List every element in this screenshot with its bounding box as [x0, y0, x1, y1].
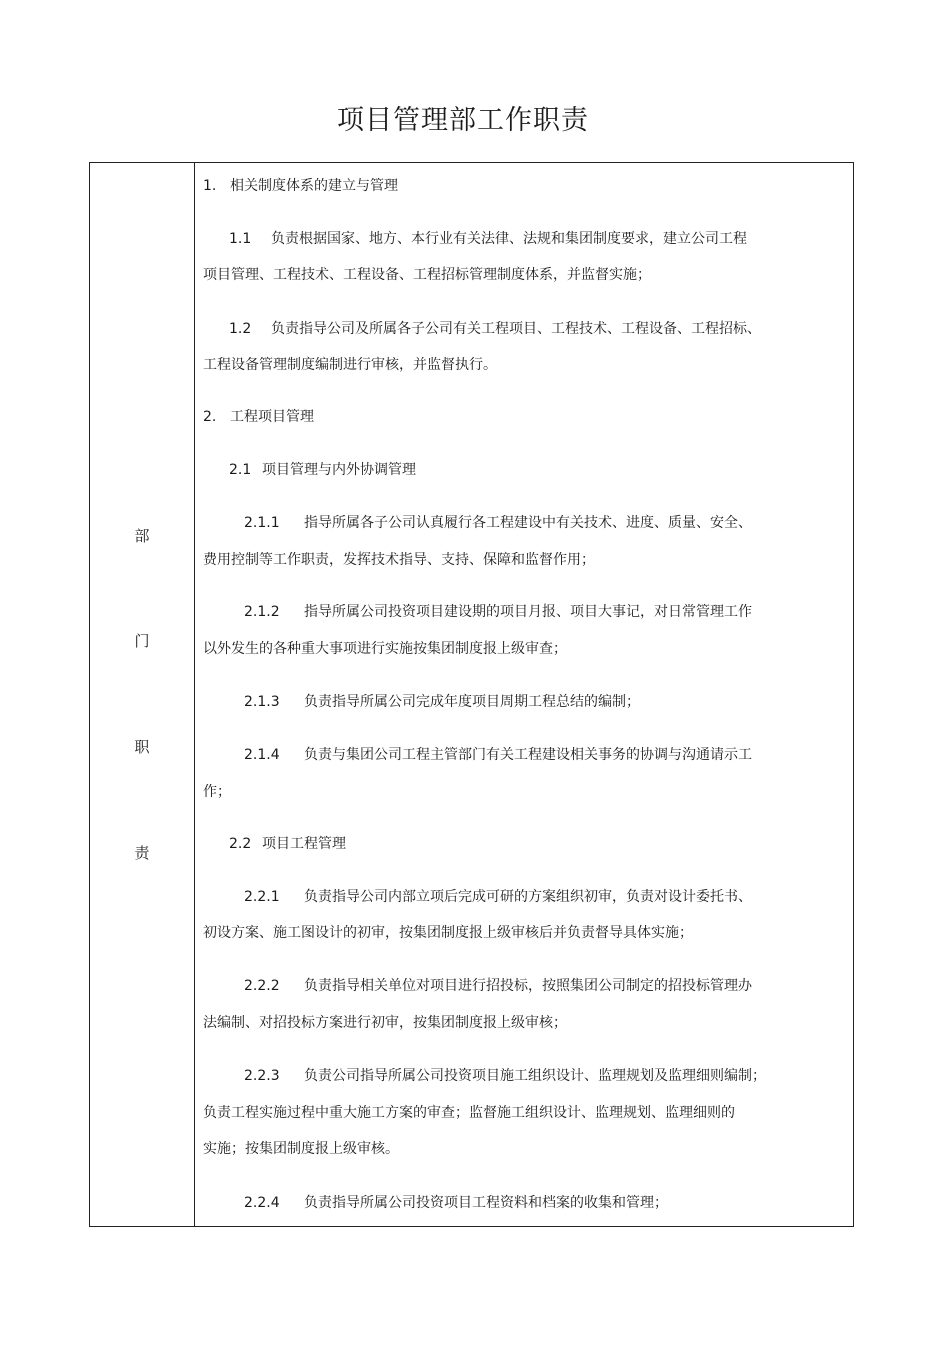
item-number: 2.2.2 [244, 978, 280, 994]
item-number: 1.1 [229, 231, 252, 247]
item-1-2-line-2: 工程设备管理制度编制进行审核，并监督执行。 [203, 357, 497, 373]
item-text: 负责根据国家、地方、本行业有关法律、法规和集团制度要求，建立公司工程 [271, 231, 747, 247]
item-2-1-2-line-1 [244, 601, 752, 621]
item-2-2-3-line-2: 负责工程实施过程中重大施工方案的审查；监督施工组织设计、监理规划、监理细则的 [203, 1105, 735, 1121]
item-2-1-2-line-2: 以外发生的各种重大事项进行实施按集团制度报上级审查； [203, 641, 567, 657]
section-text: 相关制度体系的建立与管理 [230, 178, 398, 194]
side-label-char-4: 责 [134, 844, 150, 862]
section-text: 工程项目管理 [230, 409, 314, 425]
item-number: 2.1.2 [244, 604, 280, 620]
item-2-2-4-line-1 [244, 1192, 668, 1212]
item-1-1-line-2: 项目管理、工程技术、工程设备、工程招标管理制度体系，并监督实施； [203, 267, 651, 283]
item-number: 2.1.3 [244, 694, 280, 710]
item-text: 负责公司指导所属公司投资项目施工组织设计、监理规划及监理细则编制； [304, 1068, 766, 1084]
item-2-1-1-line-1 [244, 512, 752, 532]
item-text: 负责指导公司及所属各子公司有关工程项目、工程技术、工程设备、工程招标、 [271, 321, 761, 337]
item-number: 2.1 [229, 462, 252, 478]
page-title: 项目管理部工作职责 [337, 105, 589, 136]
item-2-1-3-line-1 [244, 691, 640, 711]
item-2-2-2-line-1 [244, 975, 752, 995]
item-number: 2.2.3 [244, 1068, 280, 1084]
section-number: 1. [203, 178, 217, 194]
item-number: 2.1.1 [244, 515, 280, 531]
duties-table [89, 162, 854, 1227]
side-label-char-3: 职 [134, 738, 150, 756]
item-2-1-4-line-1 [244, 744, 752, 764]
item-text: 指导所属公司投资项目建设期的项目月报、项目大事记，对日常管理工作 [304, 604, 752, 620]
item-2-2-3-line-1 [244, 1065, 766, 1085]
item-number: 1.2 [229, 321, 252, 337]
side-label-char-1: 部 [134, 527, 150, 545]
item-text: 负责指导相关单位对项目进行招投标，按照集团公司制定的招投标管理办 [304, 978, 752, 994]
item-text: 项目工程管理 [262, 836, 346, 852]
section-1-heading [203, 175, 398, 195]
item-number: 2.2.4 [244, 1195, 280, 1211]
section-2-heading [203, 406, 314, 426]
item-2-2-2-line-2: 法编制、对招投标方案进行初审，按集团制度报上级审核； [203, 1015, 567, 1031]
item-text: 负责指导公司内部立项后完成可研的方案组织初审，负责对设计委托书、 [304, 889, 752, 905]
section-number: 2. [203, 409, 217, 425]
column-divider [194, 163, 195, 1226]
item-2-1-4-line-2: 作； [203, 784, 231, 800]
item-1-1-line-1 [229, 228, 747, 248]
item-text: 项目管理与内外协调管理 [262, 462, 416, 478]
item-2-2-heading [229, 833, 346, 853]
item-2-2-3-line-3: 实施；按集团制度报上级审核。 [203, 1141, 399, 1157]
item-2-1-1-line-2: 费用控制等工作职责，发挥技术指导、支持、保障和监督作用； [203, 552, 595, 568]
item-2-2-1-line-2: 初设方案、施工图设计的初审，按集团制度报上级审核后并负责督导具体实施； [203, 925, 693, 941]
side-label-char-2: 门 [134, 632, 150, 650]
item-text: 指导所属各子公司认真履行各工程建设中有关技术、进度、质量、安全、 [304, 515, 752, 531]
item-text: 负责指导所属公司完成年度项目周期工程总结的编制； [304, 694, 640, 710]
item-2-2-1-line-1 [244, 886, 752, 906]
item-2-1-heading [229, 459, 416, 479]
item-text: 负责与集团公司工程主管部门有关工程建设相关事务的协调与沟通请示工 [304, 747, 752, 763]
item-number: 2.2.1 [244, 889, 280, 905]
item-1-2-line-1 [229, 318, 761, 338]
item-text: 负责指导所属公司投资项目工程资料和档案的收集和管理； [304, 1195, 668, 1211]
item-number: 2.1.4 [244, 747, 280, 763]
item-number: 2.2 [229, 836, 252, 852]
